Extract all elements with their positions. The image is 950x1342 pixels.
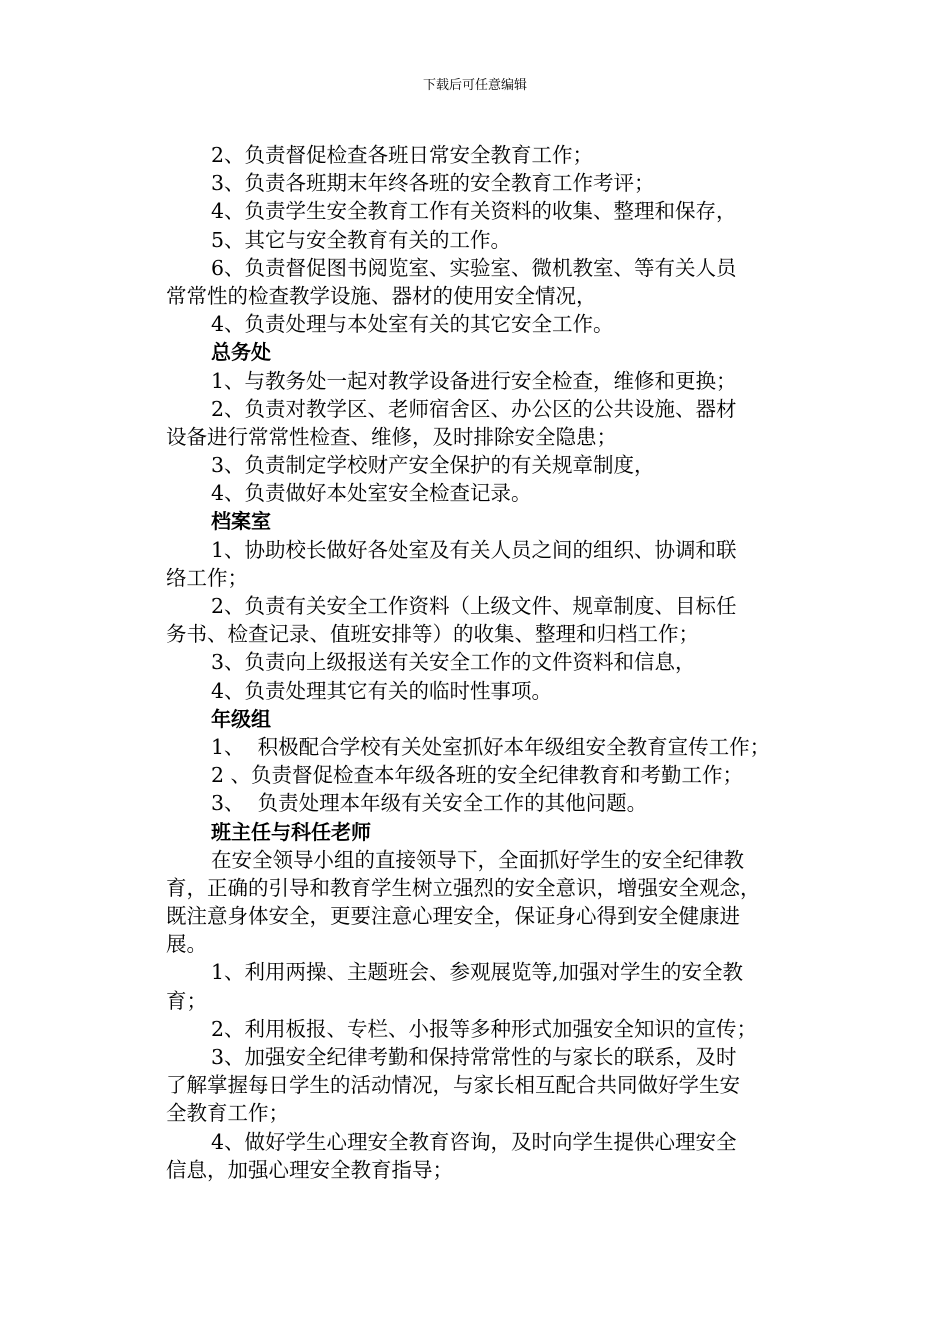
text-line: 了解掌握每日学生的活动情况，与家长相互配合共同做好学生安 (166, 1073, 740, 1098)
text-line: 3、负责向上级报送有关安全工作的文件资料和信息， (211, 650, 696, 675)
text-line: 6、负责督促图书阅览室、实验室、微机教室、等有关人员 (211, 255, 737, 280)
text-line: 既注意身体安全，更要注意心理安全，保证身心得到安全健康进 (166, 904, 740, 929)
text-line: 常常性的检查教学设施、器材的使用安全情况， (166, 283, 597, 308)
text-line: 4、负责处理其它有关的临时性事项。 (211, 678, 553, 703)
text-line: 3、负责制定学校财产安全保护的有关规章制度， (211, 453, 655, 478)
text-line: 1、利用两操、主题班会、参观展览等,加强对学生的安全教 (211, 960, 744, 985)
text-line: 3、负责各班期末年终各班的安全教育工作考评； (211, 171, 655, 196)
text-line: 2、负责对教学区、老师宿舍区、办公区的公共设施、器材 (211, 396, 737, 421)
text-line: 育，正确的引导和教育学生树立强烈的安全意识，增强安全观念， (166, 875, 761, 900)
section-heading: 档案室 (211, 509, 271, 534)
text-line: 4、负责学生安全教育工作有关资料的收集、整理和保存， (211, 199, 737, 224)
text-line: 2、利用板报、专栏、小报等多种形式加强安全知识的宣传； (211, 1016, 758, 1041)
text-line: 2 、负责督促检查本年级各班的安全纪律教育和考勤工作； (211, 763, 744, 788)
text-line: 1、协助校长做好各处室及有关人员之间的组织、协调和联 (211, 537, 737, 562)
text-line: 1、 积极配合学校有关处室抓好本年级组安全教育宣传工作； (211, 734, 771, 759)
text-line: 全教育工作； (166, 1101, 289, 1126)
page-header: 下载后可任意编辑 (422, 78, 527, 93)
text-line: 育； (166, 988, 207, 1013)
document-body (166, 141, 792, 1184)
section-heading: 总务处 (211, 340, 271, 365)
text-line: 2、负责有关安全工作资料（上级文件、规章制度、目标任 (211, 594, 737, 618)
text-line: 4、负责做好本处室安全检查记录。 (211, 481, 532, 506)
section-heading: 班主任与科任老师 (211, 819, 371, 844)
text-line: 1、与教务处一起对教学设备进行安全检查，维修和更换； (211, 368, 737, 393)
text-line: 展。 (166, 932, 207, 957)
text-line: 络工作； (166, 565, 248, 590)
text-line: 信息，加强心理安全教育指导； (166, 1157, 453, 1182)
text-line: 2、负责督促检查各班日常安全教育工作； (211, 143, 594, 167)
text-line: 务书、检查记录、值班安排等）的收集、整理和归档工作； (166, 622, 699, 647)
text-line: 设备进行常常性检查、维修，及时排除安全隐患； (166, 424, 617, 449)
text-line: 4、做好学生心理安全教育咨询，及时向学生提供心理安全 (211, 1129, 737, 1154)
section-heading: 年级组 (211, 706, 271, 731)
text-line: 4、负责处理与本处室有关的其它安全工作。 (211, 312, 614, 337)
text-line: 5、其它与安全教育有关的工作。 (211, 227, 512, 252)
text-line: 在安全领导小组的直接领导下，全面抓好学生的安全纪律教 (211, 847, 744, 872)
text-line: 3、 负责处理本年级有关安全工作的其他问题。 (211, 791, 648, 816)
text-line: 3、加强安全纪律考勤和保持常常性的与家长的联系，及时 (211, 1045, 737, 1069)
